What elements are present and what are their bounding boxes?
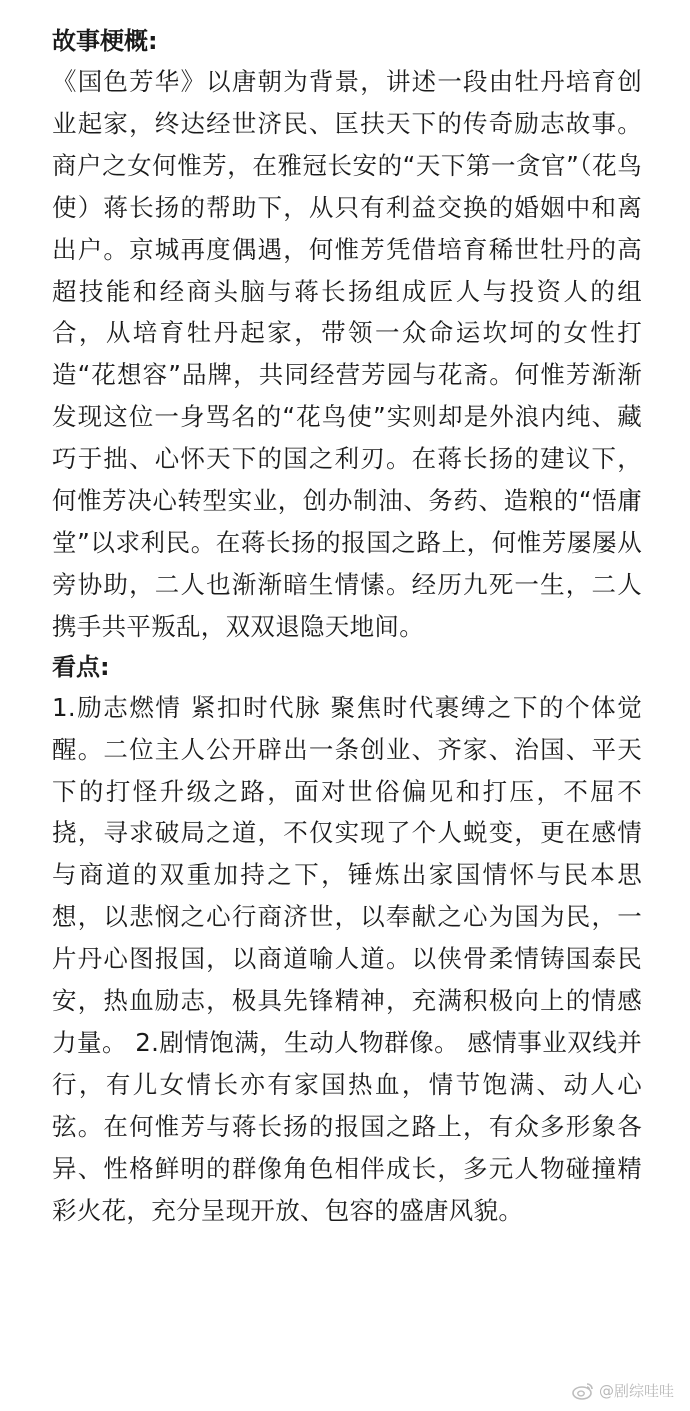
watermark-text: @剧综哇哇 bbox=[598, 1382, 674, 1400]
weibo-watermark bbox=[572, 1380, 674, 1401]
highlights-paragraph: 1.励志燃情 紧扣时代脉 聚焦时代裹缚之下的个体觉醒。二位主人公开辟出一条创业、齐家、治国、平天下的打怪升级之路，面对世俗偏见和打压，不屈不挠，寻求破局之道，不仅实现了个人蜕变，更在感情与商道的双重加持之下，锤炼出家国情怀与民本思想，以悲悯之心行商济世，以奉献之心为国为民，一片丹心图报国，以商道喻人道。以侠骨柔情铸国泰民安，热血励志，极具先锋精神，充满积极向上的情感力量。 2.剧情饱满，生动人物群像。 感情事业双线并行，有儿女情长亦有家国热血，情节饱满、动人心弦。在何惟芳与蒋长扬的报国之路上，有众多形象各异、性格鲜明的群像角色相伴成长，多元人物碰撞精彩火花，充分呈现开放、包容的盛唐风貌。 bbox=[52, 692, 642, 1225]
article bbox=[52, 22, 642, 1231]
synopsis-paragraph: 《国色芳华》以唐朝为背景，讲述一段由牡丹培育创业起家，终达经世济民、匡扶天下的传奇励志故事。 商户之女何惟芳，在雅冠长安的“天下第一贪官”（花鸟使）蒋长扬的帮助下，从只有利益交换的婚姻中和离出户。京城再度偶遇，何惟芳凭借培育稀世牡丹的高超技能和经商头脑与蒋长扬组成匠人与投资人的组合，从培育牡丹起家，带领一众命运坎坷的女性打造“花想容”品牌，共同经营芳园与花斋。何惟芳渐渐发现这位一身骂名的“花鸟使”实则却是外浪内纯、藏巧于拙、心怀天下的国之利刃。在蒋长扬的建议下，何惟芳决心转型实业，创办制油、务药、造粮的“悟庸堂”以求利民。在蒋长扬的报国之路上，何惟芳屡屡从旁协助，二人也渐渐暗生情愫。经历九死一生，二人携手共平叛乱，双双退隐天地间。 bbox=[52, 67, 642, 641]
highlights-heading: 看点: bbox=[52, 652, 110, 681]
weibo-icon bbox=[572, 1382, 594, 1400]
synopsis-heading: 故事梗概: bbox=[52, 27, 158, 55]
